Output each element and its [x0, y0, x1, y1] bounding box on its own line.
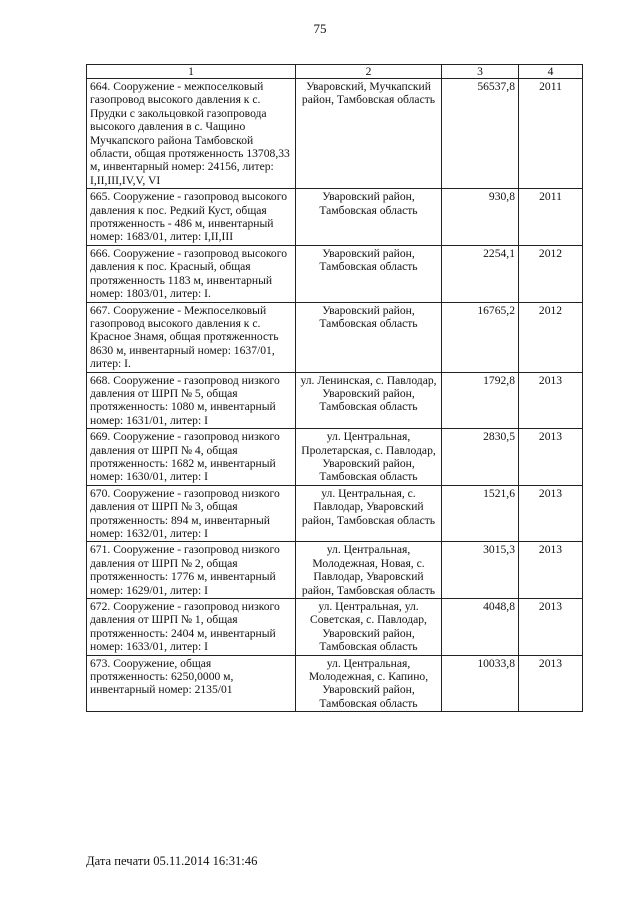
table-row: [87, 599, 583, 656]
object-description: 664. Сооружение - межпоселковый газопровод высокого давления к с. Прудки с закольцовкой газопровода высокого давления в с. Чащино Мучкапского района Тамбовской области, общая протяженность 13708,33 м, инвентарный номер: 24156, литер: I,II,III,IV,V, VI: [87, 79, 296, 189]
object-value: 2254,1: [442, 245, 519, 302]
object-year: 2013: [519, 655, 583, 712]
object-address: ул. Центральная, Пролетарская, с. Павлодар, Уваровский район, Тамбовская область: [296, 429, 442, 486]
object-year: 2013: [519, 429, 583, 486]
table-row: [87, 245, 583, 302]
object-description: 669. Сооружение - газопровод низкого давления от ШРП № 4, общая протяженность: 1682 м, инвентарный номер: 1630/01, литер: I: [87, 429, 296, 486]
object-year: 2013: [519, 542, 583, 599]
page-number: 75: [313, 21, 327, 36]
table-row: [87, 302, 583, 372]
object-value: 16765,2: [442, 302, 519, 372]
object-value: 2830,5: [442, 429, 519, 486]
object-year: 2013: [519, 485, 583, 542]
object-value: 930,8: [442, 189, 519, 246]
object-year: 2013: [519, 372, 583, 429]
object-year: 2012: [519, 302, 583, 372]
object-address: ул. Центральная, Молодежная, Новая, с. Павлодар, Уваровский район, Тамбовская область: [296, 542, 442, 599]
print-date-footer: Дата печати 05.11.2014 16:31:46: [86, 854, 258, 868]
object-value: 56537,8: [442, 79, 519, 189]
table-row: [87, 372, 583, 429]
object-value: 10033,8: [442, 655, 519, 712]
table-row: [87, 429, 583, 486]
column-header: 1: [87, 65, 296, 79]
object-address: ул. Центральная, ул. Советская, с. Павлодар, Уваровский район, Тамбовская область: [296, 599, 442, 656]
object-year: 2011: [519, 79, 583, 189]
object-value: 3015,3: [442, 542, 519, 599]
object-year: 2011: [519, 189, 583, 246]
table-row: [87, 485, 583, 542]
object-address: ул. Центральная, Молодежная, с. Капино, Уваровский район, Тамбовская область: [296, 655, 442, 712]
table-row: [87, 655, 583, 712]
object-address: ул. Центральная, с. Павлодар, Уваровский район, Тамбовская область: [296, 485, 442, 542]
object-address: Уваровский район, Тамбовская область: [296, 189, 442, 246]
object-description: 673. Сооружение, общая протяженность: 6250,0000 м, инвентарный номер: 2135/01: [87, 655, 296, 712]
object-value: 1521,6: [442, 485, 519, 542]
object-description: 665. Сооружение - газопровод высокого давления к пос. Редкий Куст, общая протяженность - 486 м, инвентарный номер: 1683/01, литер: I,II,III: [87, 189, 296, 246]
object-address: Уваровский район, Тамбовская область: [296, 245, 442, 302]
object-value: 1792,8: [442, 372, 519, 429]
object-year: 2012: [519, 245, 583, 302]
table-row: [87, 79, 583, 189]
object-address: Уваровский, Мучкапский район, Тамбовская область: [296, 79, 442, 189]
object-address: ул. Ленинская, с. Павлодар, Уваровский район, Тамбовская область: [296, 372, 442, 429]
object-year: 2013: [519, 599, 583, 656]
object-description: 671. Сооружение - газопровод низкого давления от ШРП № 2, общая протяженность: 1776 м, инвентарный номер: 1629/01, литер: I: [87, 542, 296, 599]
column-header: 4: [519, 65, 583, 79]
object-description: 668. Сооружение - газопровод низкого давления от ШРП № 5, общая протяженность: 1080 м, инвентарный номер: 1631/01, литер: I: [87, 372, 296, 429]
object-description: 672. Сооружение - газопровод низкого давления от ШРП № 1, общая протяженность: 2404 м, инвентарный номер: 1633/01, литер: I: [87, 599, 296, 656]
property-registry-table: [86, 64, 583, 712]
table-header-row: [87, 65, 583, 79]
object-address: Уваровский район, Тамбовская область: [296, 302, 442, 372]
object-description: 667. Сооружение - Межпоселковый газопровод высокого давления к с. Красное Знамя, общая протяженность 8630 м, инвентарный номер: 1637/01, литер: I.: [87, 302, 296, 372]
column-header: 3: [442, 65, 519, 79]
object-value: 4048,8: [442, 599, 519, 656]
object-description: 670. Сооружение - газопровод низкого давления от ШРП № 3, общая протяженность: 894 м, инвентарный номер: 1632/01, литер: I: [87, 485, 296, 542]
column-header: 2: [296, 65, 442, 79]
object-description: 666. Сооружение - газопровод высокого давления к пос. Красный, общая протяженность 1183 м, инвентарный номер: 1803/01, литер: I.: [87, 245, 296, 302]
table-row: [87, 189, 583, 246]
table-row: [87, 542, 583, 599]
